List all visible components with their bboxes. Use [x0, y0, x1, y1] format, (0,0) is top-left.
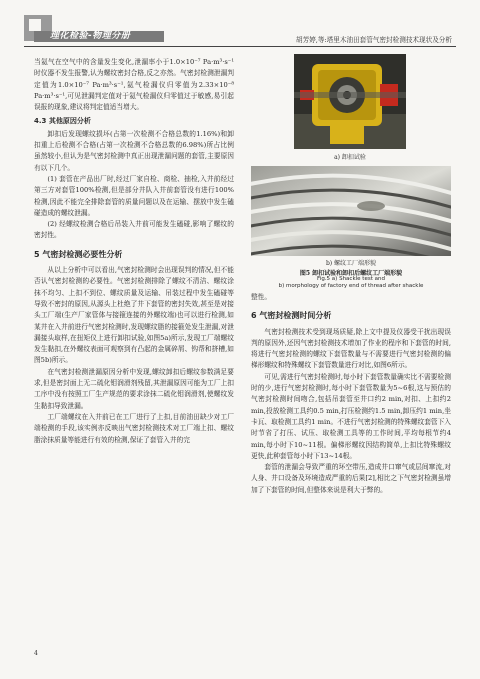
paragraph: 在气密封检测泄漏原因分析中发现,螺纹卸扣后螺纹参数满足要求,但是密封面上无二硫化钼润滑剂残留,其泄漏原因可能为工厂上扣工序中没有按照工厂生产规范的要求涂抹二硫化钼润滑剂,使螺纹发生黏扣导致泄漏。 — [34, 367, 234, 410]
figure-caption-cn: 图5 卸扣试验和卸扣后螺纹工厂端形貌 — [299, 270, 403, 277]
paragraph: 卸扣后发现螺纹损坏(占第一次检测不合格总数的1.16%)和卸扣重上后检测不合格(占第一次检测不合格总数的6.98%)所占比例虽然较小,但认为是气密封检测中真正出现泄漏问题的套管,主要原因有以下几个。 — [34, 129, 234, 172]
figure-caption-a: a) 卸扣试验 — [334, 154, 366, 161]
thread-surface-illustration — [251, 166, 451, 256]
paragraph: 从以上分析中可以看出,气密封检测时会出现误判的情况,但不能否认气密封检测的必要性。气密封检测排除了螺纹不清洁、螺纹涂抹不均匀、上扣不到位、螺纹质量及运输、吊装过程中发生磕碰等导致不密封的原因,从源头上杜绝了井下套管的密封失效,甚至是对接头工厂端(生产厂家管体与接箍连接的外螺纹端)也可以进行检测,如某井在入井前进行气密封检测时,发现螺纹脂的接箍处发生泄漏,对泄漏接头取样,在扭矩仪上进行卸扣试验,如图5a)所示,发现工厂端螺纹发生黏扣,在外螺纹表面可观察到有凸起的金属碎屑、钩帮和挤槽,如图5b)所示。 — [34, 266, 234, 365]
page-number: 4 — [34, 650, 38, 657]
figure-caption-b: b) 螺纹工厂端形貌 — [325, 260, 377, 267]
paragraph: (1) 套管在产品出厂时,经过厂家自检、商检、抽检,入井前经过第三方对套管100%检测,但是部分井队入井前套管没有进行100%检测,因此不能完全排除套管的质量问题以及在运输、摆放中发生磕碰造成的螺纹泄漏。 — [34, 174, 234, 217]
figure-photo-shackle-test — [294, 54, 406, 149]
section-heading-4-3: 4.3 其他原因分析 — [34, 117, 91, 126]
running-title: 胡芳婷,等:塔里木油田套管气密封检测技术现状及分析 — [296, 36, 452, 44]
left-column — [34, 57, 234, 446]
figure-caption-en-line1: Fig.5 a) Shackle test and — [317, 276, 385, 282]
figure-caption-en — [251, 276, 451, 290]
logo-text: 理化检验-物理分册 — [50, 31, 131, 41]
section-heading-5: 5 气密封检测必要性分析 — [34, 249, 123, 259]
figure-photo-thread-morphology — [251, 166, 451, 256]
shackle-machine-illustration — [294, 54, 406, 149]
paragraph: 套管的泄漏会导致严重的环空带压,造成井口窜气或层间窜流,对人身、井口设备及环境造成严重的后果[2],相比之下气密封检测虽增加了下套管的时间,但整体来说是利大于弊的。 — [251, 463, 451, 494]
right-column — [251, 292, 451, 496]
header-rule — [24, 46, 456, 47]
paragraph: 当氦气在空气中的含量发生变化,泄漏率小于1.0×10⁻⁷ Pa·m³·s⁻¹时仪器不发生报警,认为螺纹密封合格,反之亦然。气密封检测泄漏判定值为1.0×10⁻⁷ Pa·m³·s⁻¹,氦气检漏仪归零值为2.33×10⁻⁸ Pa·m³·s⁻¹,可见泄漏判定值对于氦气检漏仪归零值过于敏感,易引起误报的现象,建议将判定值适当增大。 — [34, 58, 234, 112]
section-heading-6: 6 气密封检测时间分析 — [251, 311, 332, 321]
paragraph: 工厂端螺纹在入井前已在工厂进行了上扣,目前油田缺少对工厂端检测的手段,该实例亦反映出气密封检测技术对工厂端上扣、螺纹脂涂抹质量等能进行有效的检测,保证了套管入井的完 — [34, 412, 234, 444]
paragraph: 可见,需进行气密封检测时,每小时下套管数量确实比不需要检测时的少,进行气密封检测时,每小时下套管数量为5~6根,这与预估的气密封检测时间吻合,包括吊套管至井口约2 min,对扣、上扣约2 min,投放检测工具约0.5 min,打压检测约1.5 min,卸压约1 min,坐卡瓦、取检测工具约1 min。不进行气密封检测的特殊螺纹套管下入时节省了打压、试压、取检测工具等的工作时间,平均每根节约4 min,每小时下10~11根。偏梯形螺纹因结构简单,上扣比特殊螺纹更快,此种套管每小时下13~14根。 — [251, 372, 451, 460]
paragraph: (2) 经螺纹检测合格后吊装入井前可能发生磕碰,影响了螺纹的密封性。 — [34, 220, 234, 240]
paragraph: 整性。 — [251, 293, 272, 301]
figure-caption-en-line2: b) morphology of factory end of thread after shackle — [278, 283, 424, 289]
paragraph: 气密封检测技术受到现场质疑,除上文中提及仪器受干扰出现误判的原因外,还因气密封检测技术增加了作业的程序和下套管的时间,将进行气密封检测的螺纹下套管数量与不需要进行气密封检测的偏梯形螺纹和特殊螺纹下套管数量进行对比,如图6所示。 — [251, 327, 451, 370]
journal-logo — [24, 15, 174, 43]
